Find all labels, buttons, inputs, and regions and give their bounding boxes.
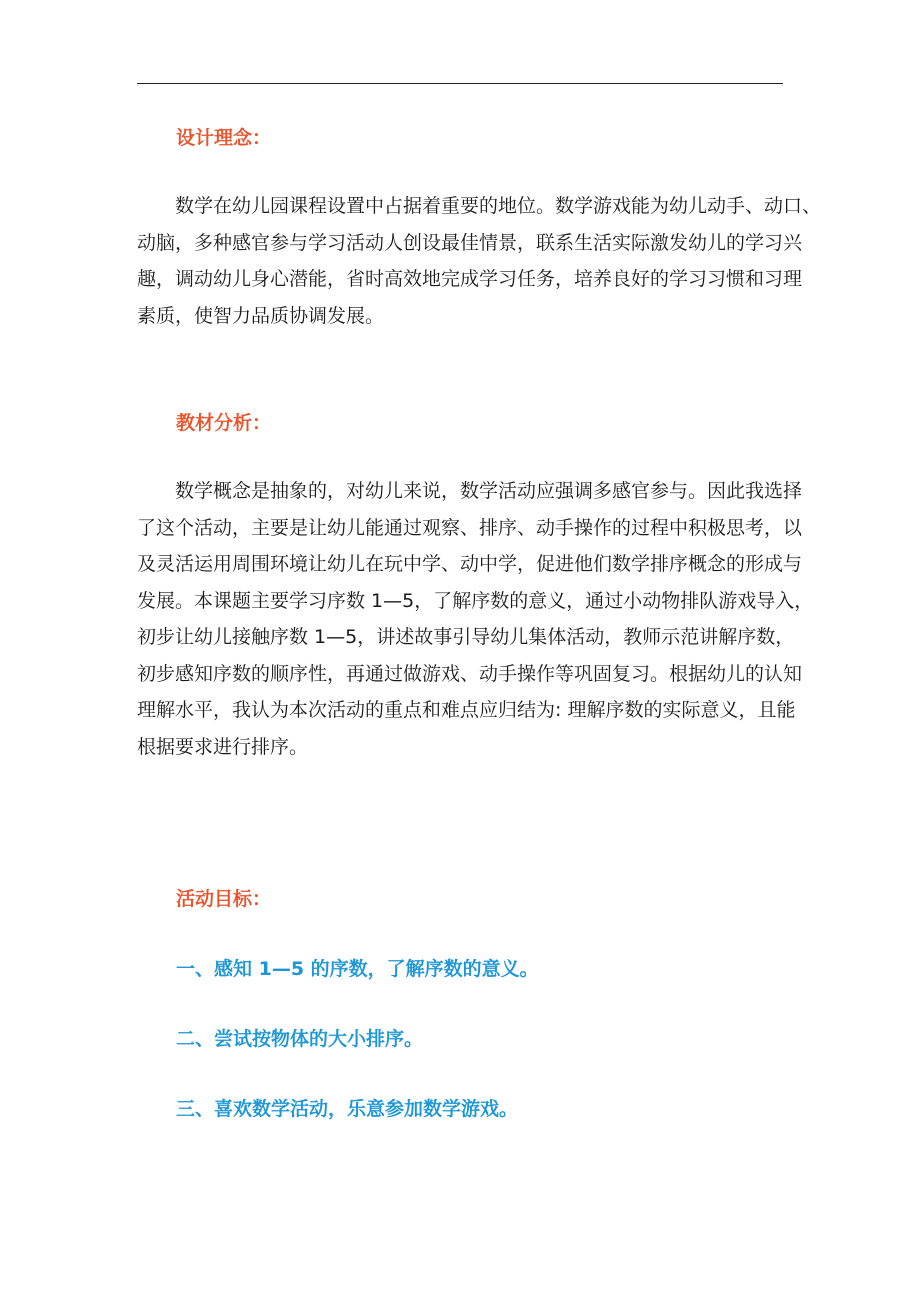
top-divider — [137, 83, 783, 84]
paragraph-line: 数学在幼儿园课程设置中占据着重要的地位。数学游戏能为幼儿动手、动口、 — [175, 195, 822, 217]
paragraph-line: 动脑，多种感官参与学习活动人创设最佳情景，联系生活实际激发幼儿的学习兴 — [137, 231, 803, 254]
goal-item-3: 三、喜欢数学活动，乐意参加数学游戏。 — [176, 1098, 519, 1120]
section-body-analysis — [137, 473, 814, 765]
paragraph-line: 初步让幼儿接触序数 1—5，讲述故事引导幼儿集体活动，教师示范讲解序数， — [137, 626, 795, 648]
paragraph-line: 及灵活运用周围环境让幼儿在玩中学、动中学，促进他们数学排序概念的形成与 — [137, 553, 803, 575]
paragraph-line: 理解水平，我认为本次活动的重点和难点应归结为: 理解序数的实际意义，且能 — [137, 699, 796, 721]
paragraph-line: 初步感知序数的顺序性，再通过做游戏、动手操作等巩固复习。根据幼儿的认知 — [137, 662, 803, 685]
paragraph-line: 趣，调动幼儿身心潜能，省时高效地完成学习任务，培养良好的学习习惯和习理 — [137, 268, 803, 290]
goal-item-2: 二、尝试按物体的大小排序。 — [176, 1028, 424, 1050]
paragraph-line: 根据要求进行排序。 — [137, 735, 309, 758]
goal-item-1: 一、感知 1—5 的序数，了解序数的意义。 — [176, 958, 539, 980]
section-heading-analysis: 教材分析： — [176, 412, 272, 434]
section-heading-goals: 活动目标： — [176, 888, 272, 910]
paragraph-line: 数学概念是抽象的，对幼儿来说，数学活动应强调多感官参与。因此我选择 — [175, 480, 803, 502]
section-heading-design: 设计理念： — [176, 127, 272, 149]
section-body-design — [137, 188, 822, 334]
paragraph-line: 素质，使智力品质协调发展。 — [137, 304, 385, 327]
paragraph-line: 了这个活动，主要是让幼儿能通过观察、排序、动手操作的过程中积极思考，以 — [137, 516, 803, 539]
paragraph-line: 发展。本课题主要学习序数 1—5，了解序数的意义，通过小动物排队游戏导入， — [137, 589, 814, 612]
